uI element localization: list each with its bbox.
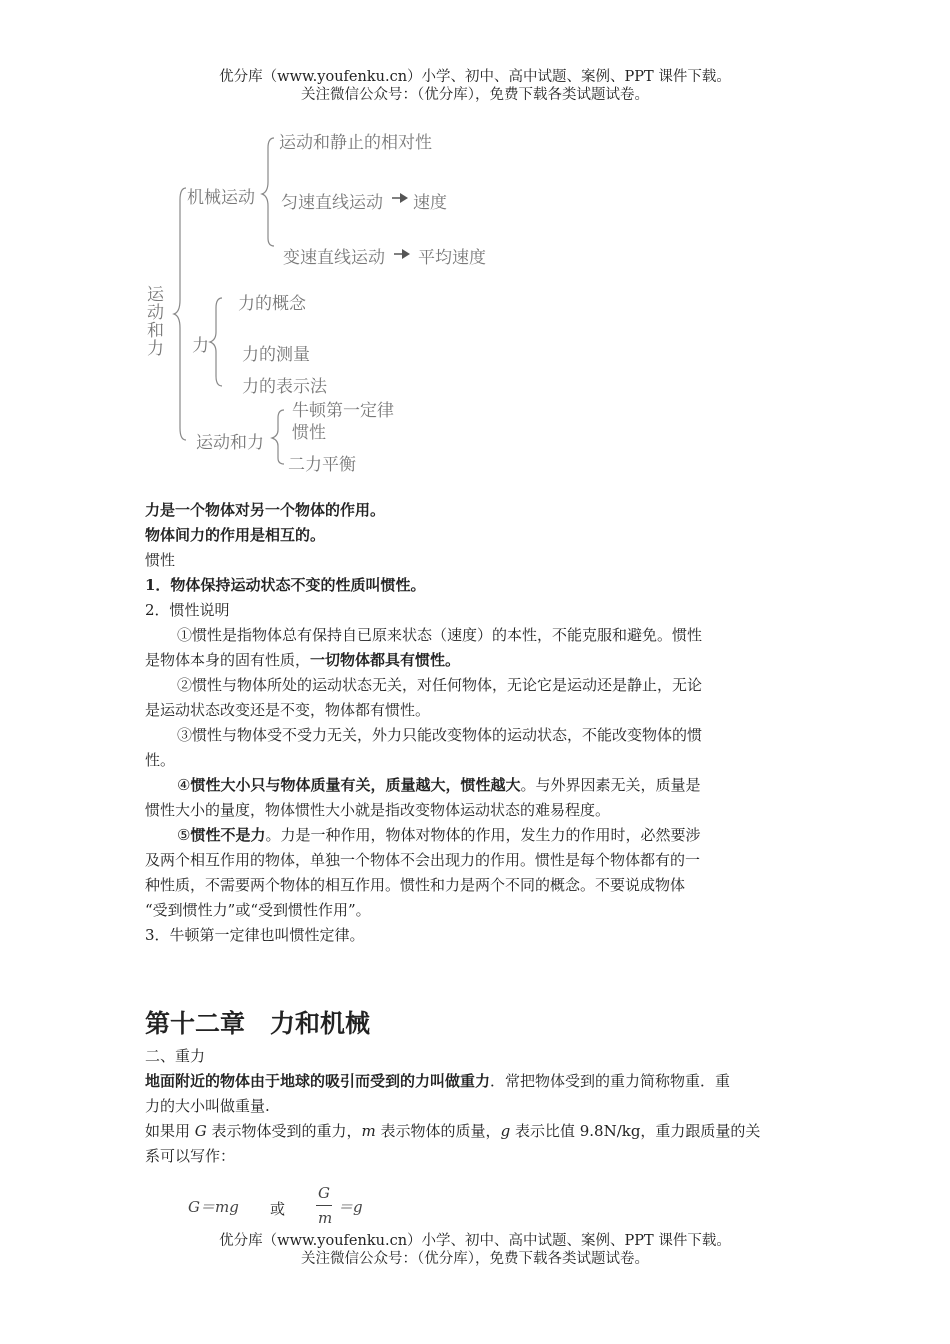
inertia-section [145,498,785,948]
fraction-denominator: m [318,1209,333,1227]
tree-motionforce-item: 牛顿第一定律 [292,401,394,421]
text-line: 3．牛顿第一定律也叫惯性定律。 [145,926,365,944]
text-line: 物体间力的作用是相互的。 [145,526,326,544]
tree-force-item: 力的表示法 [242,377,327,397]
tree-mech-item: 运动和静止的相对性 [279,133,432,153]
header-line-2: 关注微信公众号：（优分库），免费下载各类试题试卷。 [301,87,649,103]
header-line-1: 优分库（www.youfenku.cn）小学、初中、高中试题、案例、PPT 课件下载。 [219,69,731,85]
force-brace [210,298,222,386]
text-line: 性。 [145,751,176,769]
tree-braces [0,0,950,480]
text-line: 是运动状态改变还是不变，物体都有惯性。 [145,701,431,719]
fraction-bar [316,1205,332,1206]
root-brace [174,188,186,440]
tree-force-item: 力的概念 [238,294,306,314]
text-line: 是物体本身的固有性质，一切物体都具有惯性。 [145,651,461,669]
arrow-icon-variable [394,249,410,259]
chapter-title: 第十二章 力和机械 [145,1009,371,1038]
text-line: 地面附近的物体由于地球的吸引而受到的力叫做重力．常把物体受到的重力简称物重．重 [145,1072,731,1090]
tree-root: 运 动 和 力 [147,285,164,359]
text-line: 力是一个物体对另一个物体的作用。 [145,501,386,519]
fraction-rhs: ＝g [338,1198,363,1216]
text-line: 二、重力 [145,1047,206,1065]
formula-or: 或 [270,1200,286,1218]
arrow-icon-uniform [392,193,408,203]
tree-force-label: 力 [192,336,209,356]
text-line: 惯性大小的量度，物体惯性大小就是指改变物体运动状态的难易程度。 [145,801,611,819]
footer-line-2: 关注微信公众号：（优分库），免费下载各类试题试卷。 [301,1251,649,1267]
tree-motionforce-item: 二力平衡 [288,455,356,475]
tree-force-item: 力的测量 [242,345,310,365]
tree-mech-item: 变速直线运动 [283,248,385,268]
tree-mech-item: 匀速直线运动 [281,193,383,213]
text-line: ②惯性与物体所处的运动状态无关，对任何物体，无论它是运动还是静止，无论 [177,676,703,694]
text-line: 惯性 [145,551,176,569]
tree-mech-item: 速度 [413,193,447,213]
fraction-numerator: G [318,1184,330,1202]
text-line: 如果用 G 表示物体受到的重力，m 表示物体的质量，g 表示比值 9.8N/kg，重力跟质量的关 [145,1122,761,1140]
tree-motionforce-item: 惯性 [292,423,326,443]
text-line: “受到惯性力”或“受到惯性作用”。 [145,901,371,919]
text-line: ⑤惯性不是力。力是一种作用，物体对物体的作用，发生力的作用时，必然要涉 [177,826,701,844]
gravity-section [145,1044,785,1169]
text-line: 力的大小叫做重量. [145,1097,270,1115]
motionforce-brace [272,410,284,464]
text-line: 种性质，不需要两个物体的相互作用。惯性和力是两个不同的概念。不要说成物体 [145,876,686,894]
text-line: ①惯性是指物体总有保持自已原来状态（速度）的本性，不能克服和避免。惯性 [177,626,703,644]
text-line: 1．物体保持运动状态不变的性质叫惯性。 [145,576,426,594]
text-line: 2．惯性说明 [145,601,230,619]
footer-line-1: 优分库（www.youfenku.cn）小学、初中、高中试题、案例、PPT 课件下载。 [219,1233,731,1249]
formula-gravity: G＝mg [188,1198,239,1216]
text-line: ③惯性与物体受不受力无关，外力只能改变物体的运动状态，不能改变物体的惯 [177,726,703,744]
text-line: 系可以写作： [145,1147,236,1165]
mech-brace [262,138,274,246]
tree-mech-label: 机械运动 [187,188,255,208]
text-line: ④惯性大小只与物体质量有关，质量越大，惯性越大。与外界因素无关，质量是 [177,776,701,794]
text-line: 及两个相互作用的物体，单独一个物体不会出现力的作用。惯性是每个物体都有的一 [145,851,701,869]
tree-motionforce-label: 运动和力 [196,433,264,453]
tree-mech-item: 平均速度 [418,248,486,268]
